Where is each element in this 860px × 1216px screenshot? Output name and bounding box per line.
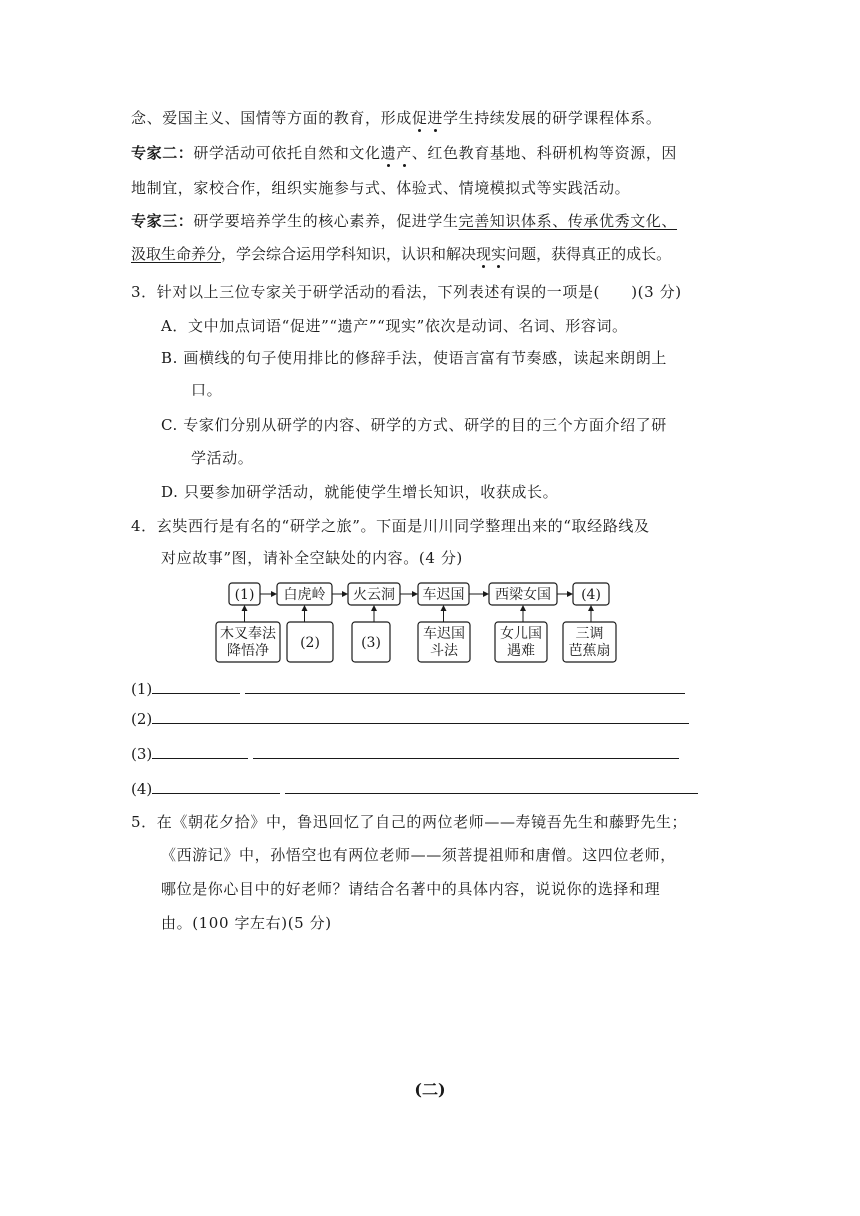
story-label: 斗法 <box>430 643 458 659</box>
story-label: 芭蕉扇 <box>568 643 611 659</box>
story-label: (3) <box>361 635 381 651</box>
blank-4-label: (4) <box>131 780 153 798</box>
emphasis-dot-char: 进 <box>427 109 444 127</box>
expert3-text2b: ，学会综合运用学科知识，认识和解决现实问题，获得真正的成长。 <box>221 245 672 263</box>
expert2-label: 专家二： <box>131 144 194 162</box>
emphasis-dot-char: 现 <box>476 245 492 263</box>
expert3-underlined-1: 完善知识体系、传承优秀文化、 <box>458 212 678 230</box>
expert2-text1: 研学活动可依托自然和文化遗产、红色教育基地、科研机构等资源，因 <box>193 144 678 162</box>
answer-blank-4[interactable] <box>131 777 698 801</box>
q3-option-b-line1: B. 画横线的句子使用排比的修辞手法，使语言富有节奏感，读起来朗朗上 <box>161 349 667 367</box>
story-label: 三调 <box>575 626 604 642</box>
answer-blank-1[interactable] <box>131 677 685 701</box>
route-label: (4) <box>581 587 601 603</box>
emphasis-dot-char: 促 <box>411 109 428 127</box>
answer-blank-3[interactable] <box>131 742 679 766</box>
story-label: 降悟净 <box>227 643 269 659</box>
story-label: (2) <box>300 635 320 651</box>
q3-option-a: A．文中加点词语“促进”“遗产”“现实”依次是动词、名词、形容词。 <box>161 317 628 335</box>
blank-2-label: (2) <box>131 710 153 728</box>
q3-option-c-line2: 学活动。 <box>191 449 254 467</box>
emphasis-dot-char: 产 <box>396 144 412 162</box>
answer-blank-2[interactable] <box>131 707 689 731</box>
section-footer: (二) <box>414 1080 446 1099</box>
expert3-label: 专家三： <box>131 212 194 230</box>
q4-stem-line2: 对应故事”图，请补全空缺处的内容。(4 分) <box>161 549 463 567</box>
emphasis-dot-char: 实 <box>491 245 507 263</box>
expert3-text1a: 研学要培养学生的核心素养，促进学生 <box>193 212 459 230</box>
route-label: 西梁女国 <box>495 587 551 603</box>
q4-stem-line1: 4．玄奘西行是有名的“研学之旅”。下面是川川同学整理出来的“取经路线及 <box>131 517 650 535</box>
q5-line2: 《西游记》中，孙悟空也有两位老师——须菩提祖师和唐僧。这四位老师， <box>161 846 676 864</box>
route-label: 车迟国 <box>422 587 465 603</box>
emphasis-dot-char: 遗 <box>380 144 397 162</box>
q3-stem: 3．针对以上三位专家关于研学活动的看法，下列表述有误的一项是( )(3 分) <box>131 283 682 301</box>
q5-line3: 哪位是你心目中的好老师？请结合名著中的具体内容，说说你的选择和理 <box>161 880 661 898</box>
blank-1-label: (1) <box>131 680 153 698</box>
route-label: 火云洞 <box>353 587 395 603</box>
story-label: 木叉奉法 <box>220 626 276 642</box>
expert3-underlined-2: 汲取生命养分 <box>131 245 222 263</box>
blank-3-label: (3) <box>131 745 153 763</box>
expert2-text2: 地制宜，家校合作，组织实施参与式、体验式、情境模拟式等实践活动。 <box>131 179 631 197</box>
story-label: 遇难 <box>507 643 535 659</box>
story-label: 女儿国 <box>500 626 542 642</box>
q3-option-c-line1: C. 专家们分别从研学的内容、研学的方式、研学的目的三个方面介绍了研 <box>161 416 667 434</box>
q3-option-d: D. 只要参加研学活动，就能使学生增长知识，收获成长。 <box>161 483 559 501</box>
route-label: (1) <box>234 587 255 603</box>
route-label: 白虎岭 <box>283 587 326 603</box>
intro-text: 念、爱国主义、国情等方面的教育，形成促进学生持续发展的研学课程体系。 <box>131 109 662 127</box>
story-label: 车迟国 <box>423 626 465 642</box>
q5-line4: 由。(100 字左右)(5 分) <box>161 914 332 932</box>
q3-option-b-line2: 口。 <box>191 381 223 399</box>
q5-line1: 5．在《朝花夕拾》中，鲁迅回忆了自己的两位老师——寿镜吾先生和藤野先生； <box>131 813 688 831</box>
